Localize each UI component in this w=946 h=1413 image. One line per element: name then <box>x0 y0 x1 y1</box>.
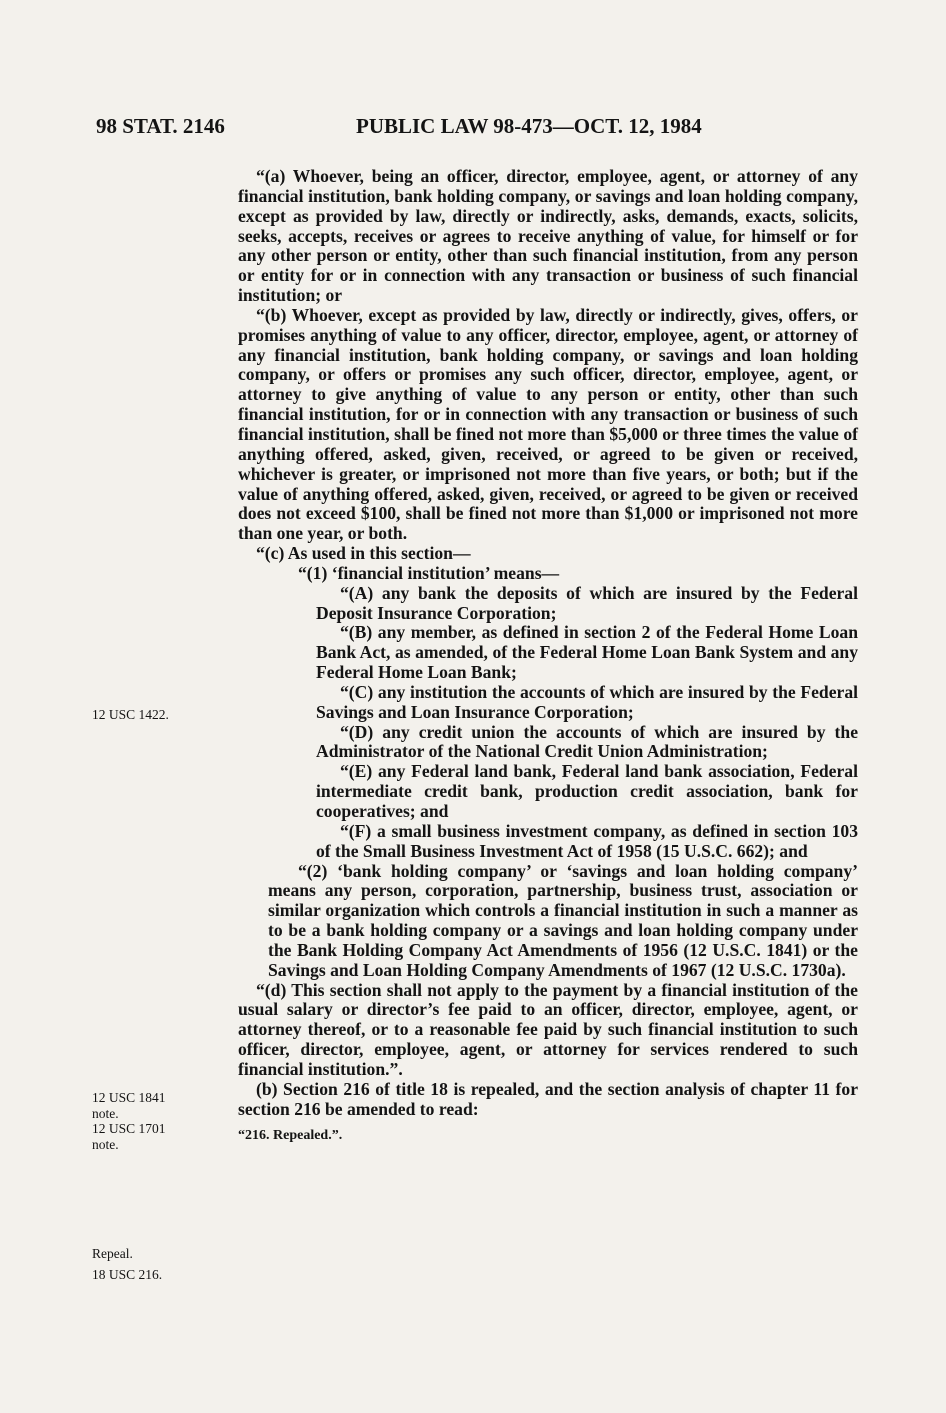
law-title: PUBLIC LAW 98-473—OCT. 12, 1984 <box>356 114 702 138</box>
margin-note-1422: 12 USC 1422. <box>92 707 169 722</box>
margin-note-1841 <box>92 1090 166 1122</box>
paragraph-cE: “(E) any Federal land bank, Federal land bank association, Federal intermediate credit bank, production credit association, bank for cooperatives; and <box>316 761 858 821</box>
paragraph-cD: “(D) any credit union the accounts of which are insured by the Administrator of the National Credit Union Administration; <box>316 721 858 762</box>
margin-note-1841-line1: 12 USC 1841 <box>92 1090 166 1105</box>
paragraph-c1: “(1) ‘financial institution’ means— <box>298 562 560 583</box>
paragraph-d: “(d) This section shall not apply to the payment by a financial institution of the usual salary or director’s fee paid to an officer, director, employee, agent, or attorney thereof, or to a reasonable fee paid by such financial institution to such officer, director, employee, agent, or attorney for services rendered to such financial institution.”. <box>238 979 858 1079</box>
law-body <box>238 167 858 1145</box>
margin-note-1701 <box>92 1121 166 1153</box>
paragraph-cC: “(C) any institution the accounts of which are insured by the Federal Savings and Loan Insurance Corporation; <box>316 681 858 722</box>
margin-note-1701-line2: note. <box>92 1137 119 1152</box>
margin-note-1841-line2: note. <box>92 1106 119 1121</box>
margin-note-repeal: Repeal. <box>92 1246 133 1261</box>
paragraph-repeal: (b) Section 216 of title 18 is repealed, and the section analysis of chapter 11 for section 216 be amended to read: <box>238 1078 858 1119</box>
paragraph-cB: “(B) any member, as defined in section 2 of the Federal Home Loan Bank Act, as amended, of the Federal Home Loan Bank System and any Federal Home Loan Bank; <box>316 622 858 683</box>
margin-note-216: 18 USC 216. <box>92 1267 163 1282</box>
paragraph-c: “(c) As used in this section— <box>256 543 471 564</box>
paragraph-b: “(b) Whoever, except as provided by law, directly or indirectly, gives, offers, or promises anything of value to any officer, director, employee, agent, or attorney of any financial institution, bank holding company, or savings and loan holding company, or offers or promises any such officer, director, employee, agent, or attorney to give anything of value to any person or entity, other than such financial institution, for or in connection with any transaction or business of such financial institution, shall be fined not more than $5,000 or three times the value of anything offered, asked, given, received, or agreed to be given or received, whichever is greater, or imprisoned not more than five years, or both; but if the value of anything offered, asked, given, received, or agreed to be given or received does not exceed $100, shall be fined not more than $1,000 or imprisoned not more than one year, or both. <box>238 304 858 544</box>
margin-note-1701-line1: 12 USC 1701 <box>92 1121 166 1136</box>
statute-page-ref: 98 STAT. 2146 <box>96 114 225 138</box>
paragraph-c2: “(2) ‘bank holding company’ or ‘savings and loan holding company’ means any person, corporation, partnership, business trust, association or similar organization which controls a financial institution in such a manner as to be a bank holding company or a savings and loan holding company under the Bank Holding Company Act Amendments of 1956 (12 U.S.C. 1841) or the Savings and Loan Holding Company Amendments of 1967 (12 U.S.C. 1730a). <box>268 860 858 980</box>
paragraph-cA: “(A) any bank the deposits of which are insured by the Federal Deposit Insurance Corporation; <box>316 582 858 623</box>
paragraph-cF: “(F) a small business investment company, as defined in section 103 of the Small Business Investment Act of 1958 (15 U.S.C. 662); and <box>316 820 858 861</box>
paragraph-a: “(a) Whoever, being an officer, director, employee, agent, or attorney of any financial institution, bank holding company, or savings and loan holding company, except as provided by law, directly or indirectly, asks, demands, exacts, solicits, seeks, accepts, receives or agrees to receive anything of value, for himself or for any other person or entity, other than such financial institution, from any person or entity for or in connection with any transaction or business of such financial institution; or <box>238 166 858 306</box>
paragraph-final: “216. Repealed.”. <box>238 1127 343 1143</box>
